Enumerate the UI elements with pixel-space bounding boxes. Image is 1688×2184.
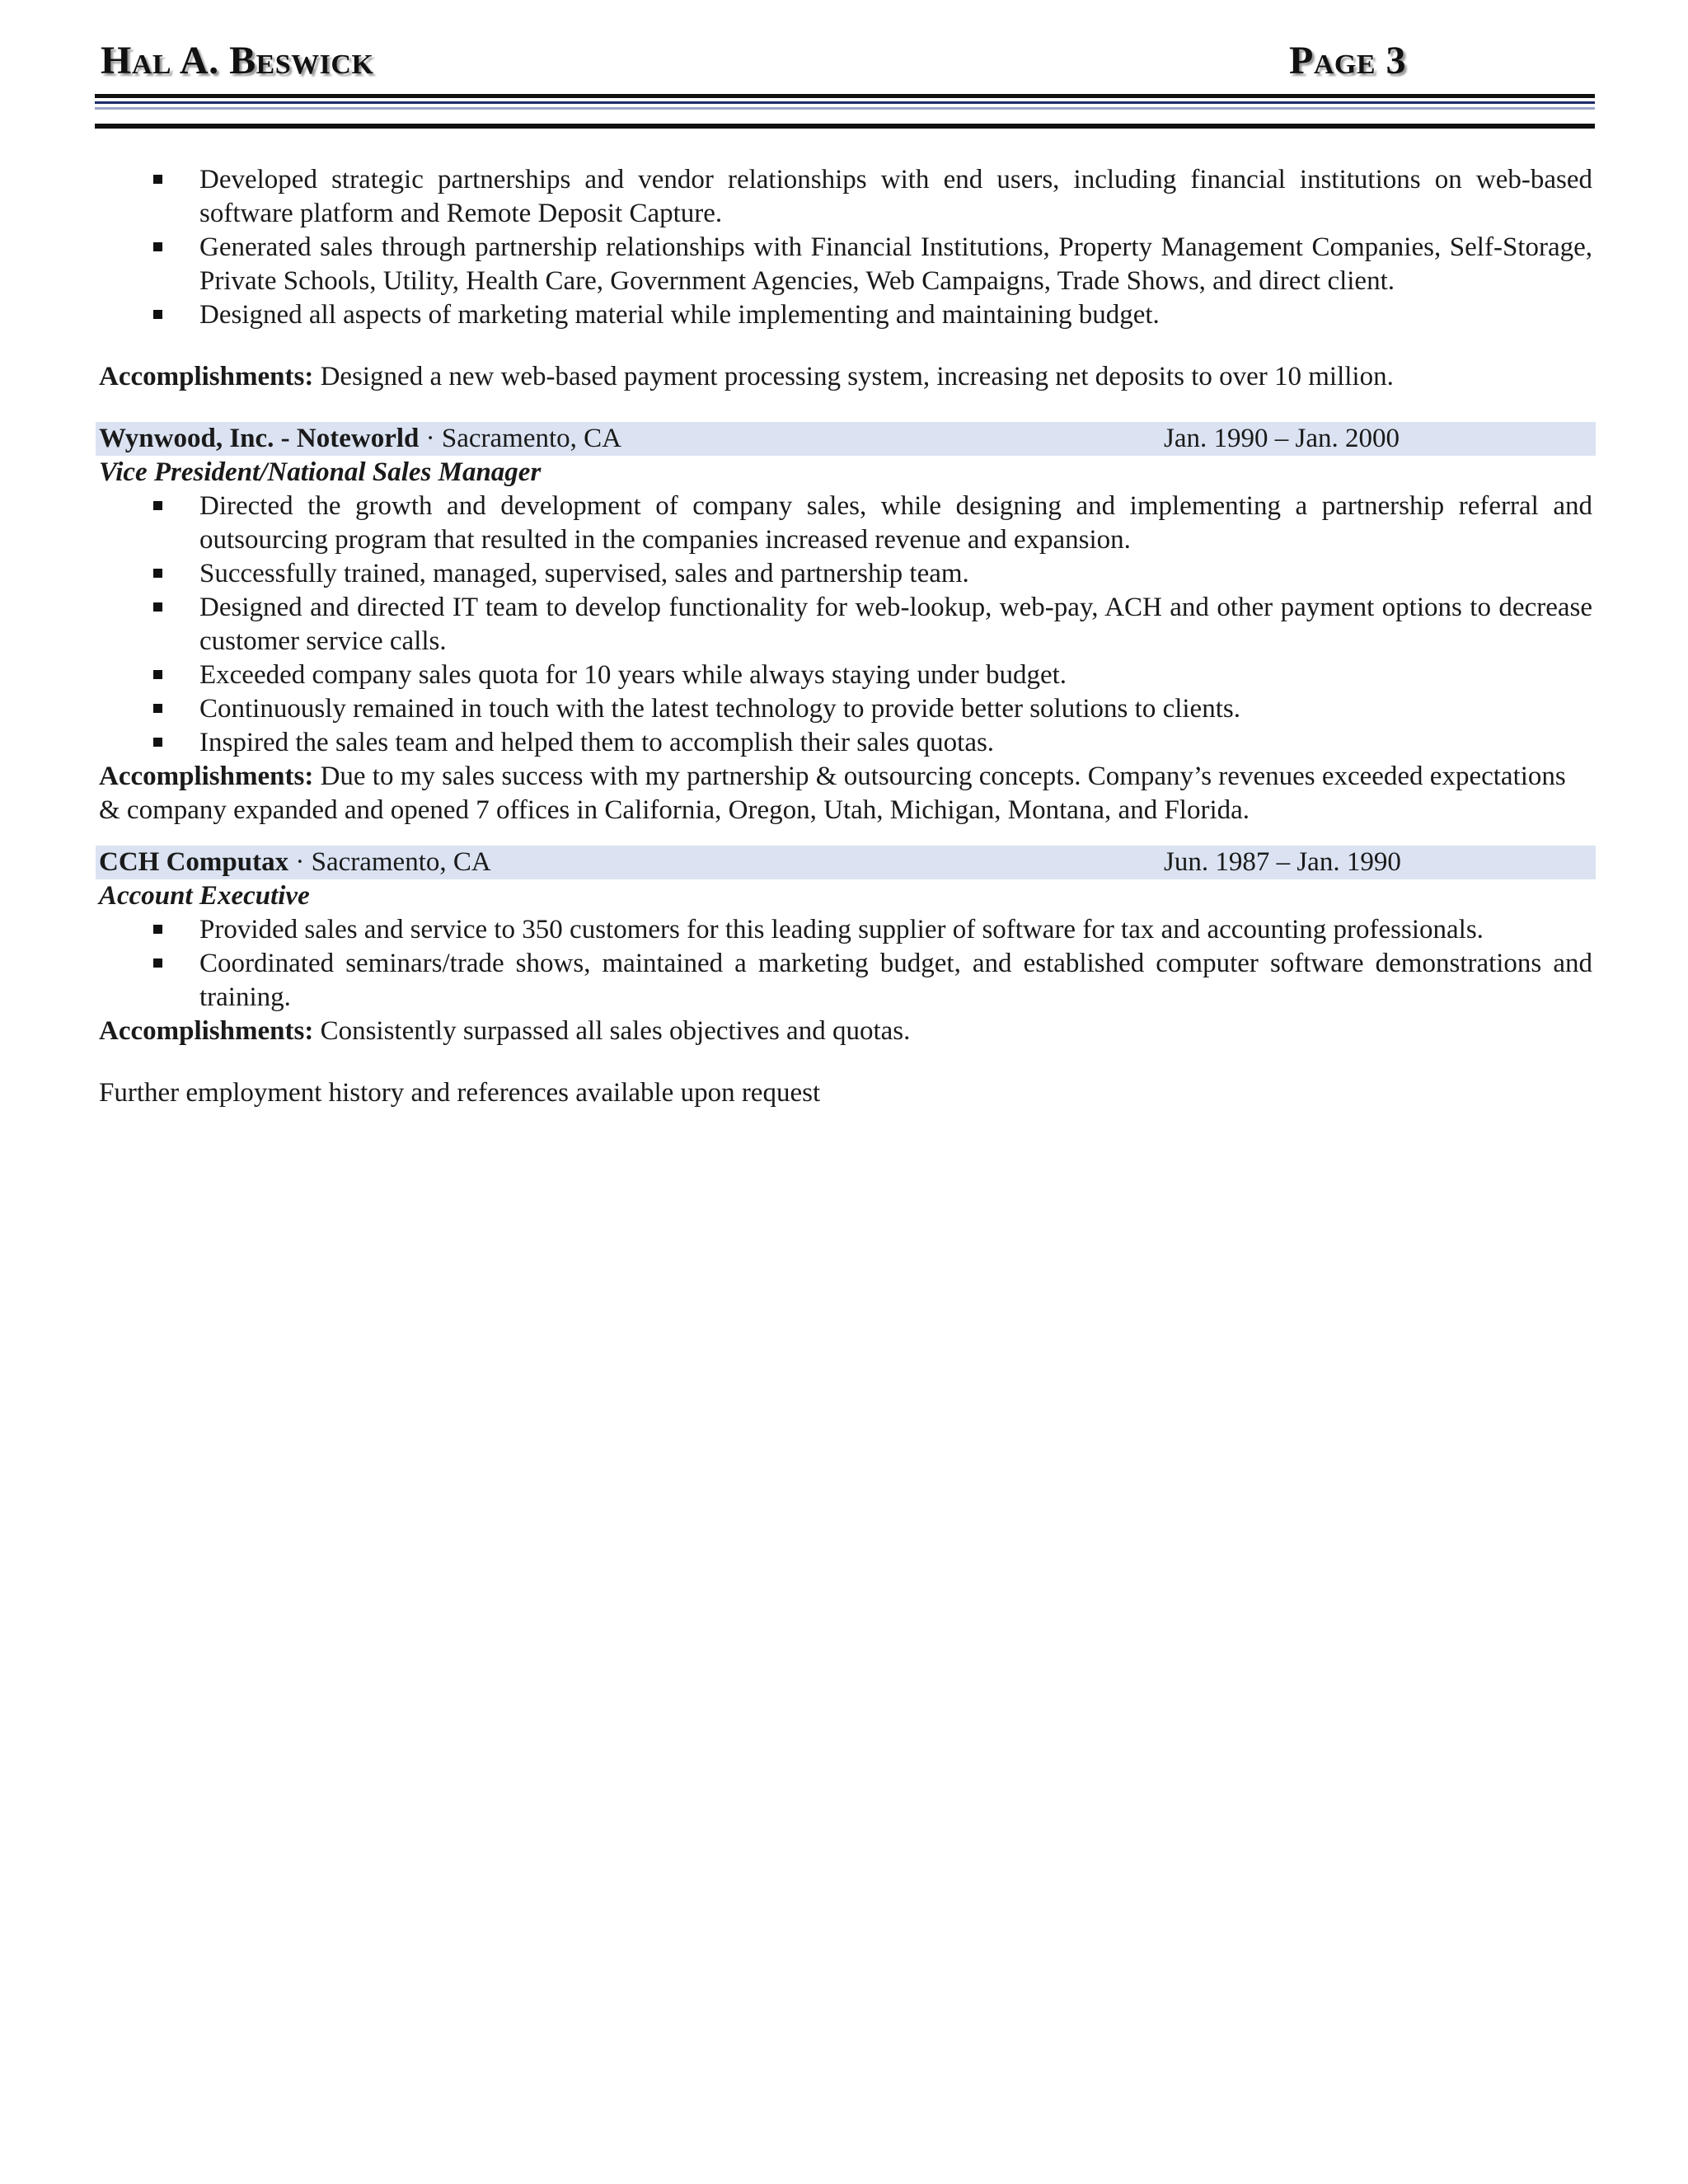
accomplishments-label: Accomplishments:	[99, 762, 314, 791]
list-item: Coordinated seminars/trade shows, maintained a marketing budget, and established computer software demonstrations and training.	[99, 947, 1592, 1015]
list-item: Directed the growth and development of company sales, while designing and implementing a partnership referral and outsourcing program that resulted in the companies increased revenue and expansion.	[99, 490, 1592, 557]
job-location: · Sacramento, CA	[288, 847, 491, 877]
job-bullet-list	[99, 913, 1592, 1015]
spacer	[99, 1048, 1592, 1076]
company-name: CCH Computax	[99, 847, 289, 877]
candidate-name: Hal A. Beswick	[101, 39, 374, 82]
spacer	[99, 332, 1592, 360]
job-company	[99, 422, 621, 456]
job-heading-bar	[96, 846, 1596, 879]
header-rule-light	[95, 107, 1595, 110]
accomplishments-label: Accomplishments:	[99, 1016, 314, 1046]
resume-body	[99, 163, 1592, 1110]
spacer	[99, 827, 1592, 846]
list-item: Inspired the sales team and helped them to accomplish their sales quotas.	[99, 726, 1592, 760]
header-rule-accent	[95, 101, 1595, 104]
list-item: Exceeded company sales quota for 10 years while always staying under budget.	[99, 658, 1592, 692]
job-dates: Jan. 1990 – Jan. 2000	[1164, 424, 1400, 453]
intro-bullet-list	[99, 163, 1592, 332]
list-item: Developed strategic partnerships and vendor relationships with end users, including financial institutions on web-based software platform and Remote Deposit Capture.	[99, 163, 1592, 231]
page-number: Page 3	[1289, 39, 1406, 82]
job-location: · Sacramento, CA	[419, 424, 621, 453]
job-title: Vice President/National Sales Manager	[99, 457, 542, 487]
accomplishments-text: Designed a new web-based payment processing system, increasing net deposits to over 10 million.	[313, 362, 1394, 391]
footer-note: Further employment history and references available upon request	[99, 1078, 821, 1108]
accomplishments-line	[99, 360, 1592, 394]
job-heading-bar	[96, 422, 1596, 456]
list-item: Designed and directed IT team to develop functionality for web-lookup, web-pay, ACH and other payment options to decrease customer service calls.	[99, 591, 1592, 658]
page-header	[99, 36, 1592, 86]
company-name: Wynwood, Inc. - Noteworld	[99, 424, 420, 453]
accomplishments-text: Consistently surpassed all sales objectives and quotas.	[313, 1016, 911, 1046]
header-rule-bottom	[95, 124, 1595, 129]
spacer	[99, 394, 1592, 422]
accomplishments-label: Accomplishments:	[99, 362, 314, 391]
list-item: Designed all aspects of marketing material while implementing and maintaining budget.	[99, 298, 1592, 332]
accomplishments-text: Due to my sales success with my partnership & outsourcing concepts. Company’s revenues exceeded expectations & company expanded and opened 7 offices in California, Oregon, Utah, Michigan, Montana, and Florida.	[99, 762, 1566, 825]
job-bullet-list	[99, 490, 1592, 760]
job-title: Account Executive	[99, 881, 310, 911]
list-item: Provided sales and service to 350 customers for this leading supplier of software for tax and accounting professionals.	[99, 913, 1592, 947]
job-dates: Jun. 1987 – Jan. 1990	[1164, 847, 1401, 877]
accomplishments-line	[99, 1015, 1592, 1048]
header-rule-top	[95, 94, 1595, 98]
list-item: Generated sales through partnership relationships with Financial Institutions, Property Management Companies, Self-Storage, Private Schools, Utility, Health Care, Government Agencies, Web Campaigns, Trade Shows, and direct client.	[99, 231, 1592, 298]
list-item: Continuously remained in touch with the latest technology to provide better solutions to clients.	[99, 692, 1592, 726]
list-item: Successfully trained, managed, supervised, sales and partnership team.	[99, 557, 1592, 591]
job-company	[99, 846, 491, 879]
accomplishments-line	[99, 760, 1592, 827]
